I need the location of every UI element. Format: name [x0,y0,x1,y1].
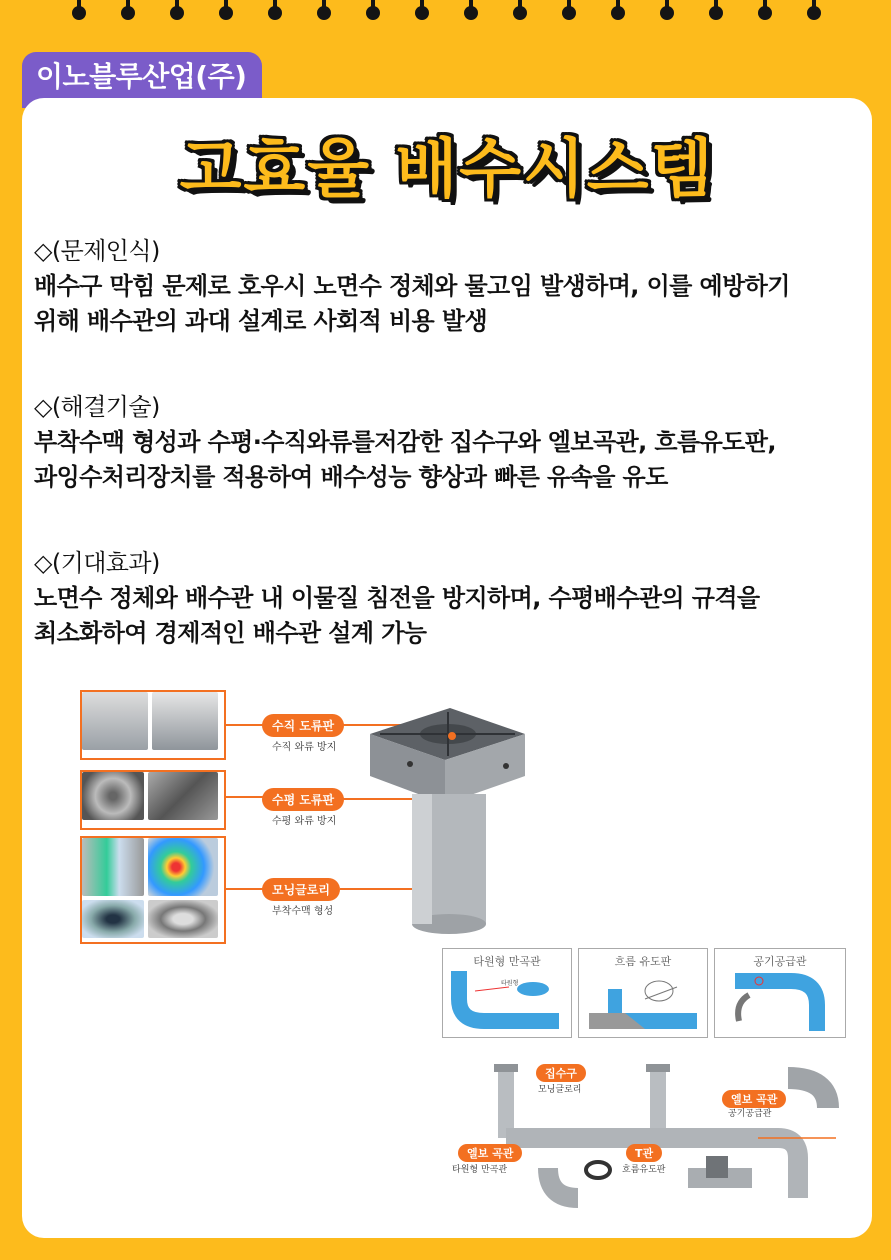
label-t-pipe-sub: 흐름유도판 [622,1165,666,1175]
section-heading: ◇(문제인식) [34,237,160,265]
label-morning-glory: 모닝글로리 [262,878,340,901]
binder-hole [611,6,625,20]
label-elbow-elliptic-sub: 타원형 만곡관 [452,1165,508,1175]
photo-vertical-vortex [80,690,226,760]
binder-hole [366,6,380,20]
binder-hole [758,6,772,20]
box-title: 공기공급관 [753,955,807,968]
pipe-system-illustration [448,1058,848,1208]
label-horizontal-guide-sub: 수평 와류 방지 [272,816,337,827]
elliptic-label: 타원형 [501,980,519,987]
binder-hole [219,6,233,20]
box-elliptic-bend [442,948,572,1038]
section-heading: ◇(기대효과) [34,549,160,577]
connector-line [226,888,266,890]
section-line: 부착수맥 형성과 수평·수직와류를저감한 집수구와 엘보곡관, 흐름유도판, [34,428,776,456]
box-air-supply [714,948,846,1038]
label-elbow-air: 엘보 곡관 [722,1090,786,1108]
binder-hole [72,6,86,20]
binder-hole [121,6,135,20]
binder-hole [317,6,331,20]
content-card [22,98,872,1238]
binder-hole [513,6,527,20]
label-vertical-guide: 수직 도류판 [262,714,344,737]
photo-morning-glory [80,836,226,944]
box-title: 흐름 유도판 [614,955,672,968]
company-tab: 이노블루산업(주) [22,52,262,108]
binder-hole [268,6,282,20]
section-effect [34,546,864,651]
binder-hole [170,6,184,20]
connector-line [226,796,266,798]
binder-hole [562,6,576,20]
section-heading: ◇(해결기술) [34,393,160,421]
section-line: 노면수 정체와 배수관 내 이물질 침전을 방지하며, 수평배수관의 규격을 [34,584,760,612]
binder-holes [0,0,891,30]
section-solution [34,390,864,495]
label-elbow-air-sub: 공기공급관 [728,1109,772,1119]
binder-hole [464,6,478,20]
binder-hole [709,6,723,20]
label-morning-glory-sub: 부착수맥 형성 [272,906,334,917]
binder-hole [660,6,674,20]
label-elbow-elliptic: 엘보 곡관 [458,1144,522,1162]
label-inlet: 집수구 [536,1064,586,1082]
section-line: 배수구 막힘 문제로 호우시 노면수 정체와 물고임 발생하며, 이를 예방하기 [34,272,790,300]
label-inlet-sub: 모닝글로리 [538,1085,582,1095]
connector-line [226,724,266,726]
photo-horizontal-vortex [80,770,226,830]
section-line: 최소화하여 경제적인 배수관 설계 가능 [34,619,427,647]
label-vertical-guide-sub: 수직 와류 방지 [272,742,337,753]
drain-inlet-illustration [360,704,530,944]
page-title: 고효율 배수시스템 [179,133,715,207]
box-title: 타원형 만곡관 [473,955,541,968]
binder-hole [415,6,429,20]
section-line: 위해 배수관의 과대 설계로 사회적 비용 발생 [34,307,488,335]
label-t-pipe: T관 [626,1144,662,1162]
binder-hole [807,6,821,20]
section-problem [34,234,864,339]
label-horizontal-guide: 수평 도류판 [262,788,344,811]
box-flow-guide [578,948,708,1038]
section-line: 과잉수처리장치를 적용하여 배수성능 향상과 빠른 유속을 유도 [34,463,668,491]
